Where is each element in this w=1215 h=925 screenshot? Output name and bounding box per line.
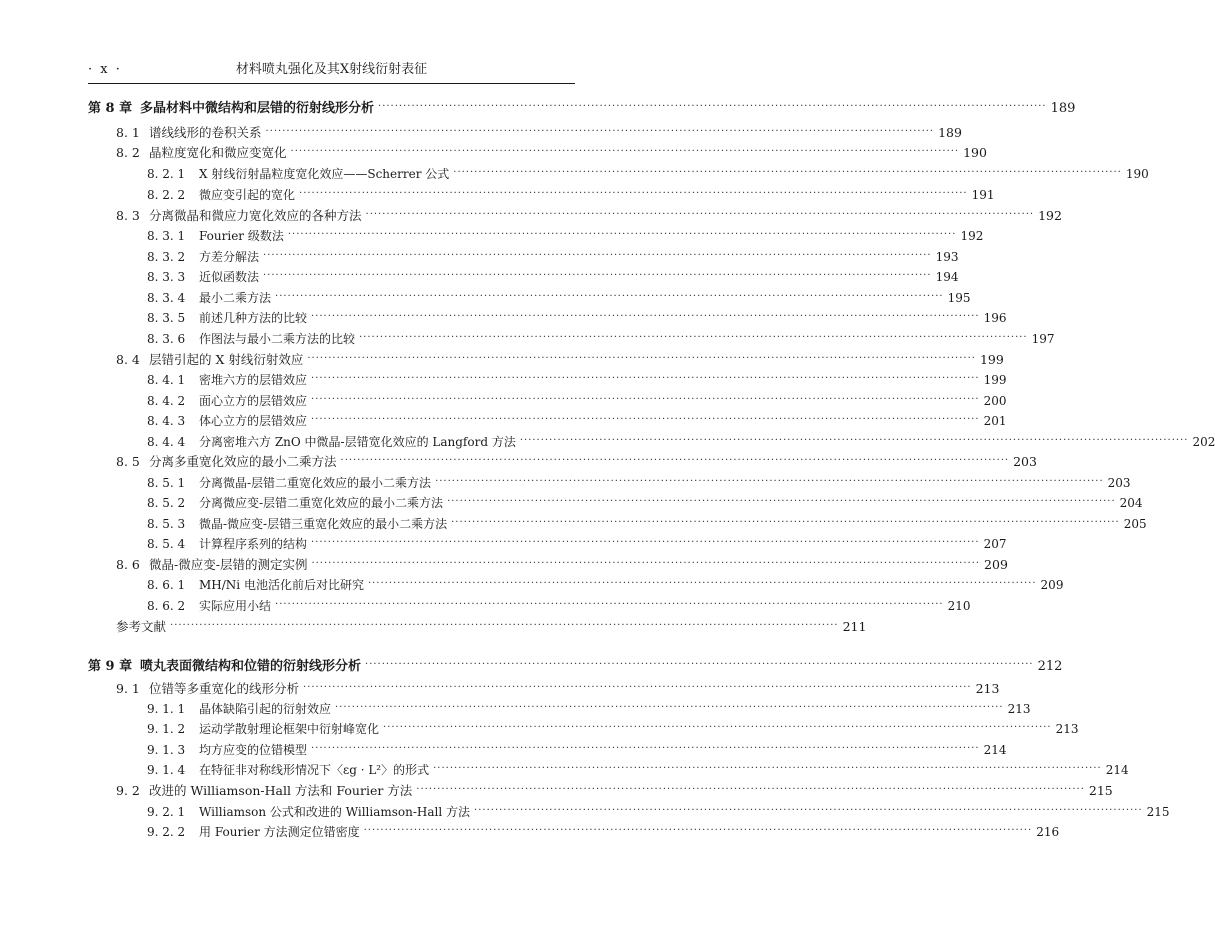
entry-title: 近似函数法 xyxy=(199,270,260,284)
entry-page: 203 xyxy=(1013,454,1037,469)
entry-number: 9. 2. 1 xyxy=(147,805,186,819)
entry-page: 197 xyxy=(1031,332,1055,346)
dot-leader: ································································································································································ xyxy=(275,291,944,302)
entry-title: 晶体缺陷引起的衍射效应 xyxy=(199,702,332,716)
entry-title: 晶粒度宽化和微应变宽化 xyxy=(149,145,287,160)
entry-number: 9. 1. 3 xyxy=(147,743,186,757)
dot-leader: ································································································································································ xyxy=(367,578,1037,589)
subsection-entry[interactable] xyxy=(147,432,1215,452)
entry-number: 第 9 章 xyxy=(88,659,133,674)
dot-leader: ································································································································································ xyxy=(474,805,1143,816)
entry-page: 194 xyxy=(935,270,959,284)
entry-page: 204 xyxy=(1119,496,1143,510)
dot-leader: ································································································································································ xyxy=(263,270,932,281)
dot-leader: ································································································································································ xyxy=(383,722,1052,733)
dot-leader: ································································································································································ xyxy=(287,229,957,240)
dot-leader: ································································································································································ xyxy=(365,209,1035,220)
entry-title: 微晶-微应变-层错三重宽化效应的最小二乘方法 xyxy=(199,517,448,531)
subsection-entry[interactable] xyxy=(147,185,995,205)
entry-page: 215 xyxy=(1146,805,1170,819)
entry-title: Fourier 级数法 xyxy=(199,229,284,243)
entry-page: 196 xyxy=(983,311,1007,325)
entry-title: 运动学散射理论框架中衍射峰宽化 xyxy=(199,722,380,736)
entry-title: 参考文献 xyxy=(116,619,167,634)
entry-page: 195 xyxy=(947,291,971,305)
entry-title: 前述几种方法的比较 xyxy=(199,311,308,325)
entry-title: 用 Fourier 方法测定位错密度 xyxy=(199,825,360,839)
entry-number: 8. 4. 3 xyxy=(147,414,186,428)
entry-title: 在特征非对称线形情况下〈εg · L²〉的形式 xyxy=(199,763,430,777)
subsection-entry[interactable] xyxy=(147,267,959,287)
entry-title: 体心立方的层错效应 xyxy=(199,414,308,428)
section-entry[interactable] xyxy=(116,452,1037,472)
entry-number: 8. 6. 1 xyxy=(147,578,186,592)
entry-number: 8. 4 xyxy=(116,352,140,367)
entry-title: 均方应变的位错模型 xyxy=(199,743,308,757)
entry-title: 分离密堆六方 ZnO 中微晶-层错宽化效应的 Langford 方法 xyxy=(199,435,516,449)
entry-page: 214 xyxy=(983,743,1007,757)
section-entry[interactable] xyxy=(116,679,1000,699)
entry-page: 203 xyxy=(1107,476,1131,490)
entry-number: 8. 6 xyxy=(116,557,140,572)
subsection-entry[interactable] xyxy=(147,760,1129,780)
entry-number: 8. 4. 2 xyxy=(147,394,186,408)
entry-page: 213 xyxy=(975,681,1000,696)
dot-leader: ································································································································································ xyxy=(378,101,1047,112)
entry-page: 207 xyxy=(983,537,1007,551)
section-entry[interactable] xyxy=(116,123,962,143)
entry-title: 层错引起的 X 射线衍射效应 xyxy=(149,352,304,367)
entry-title: 面心立方的层错效应 xyxy=(199,394,308,408)
entry-page: 192 xyxy=(1038,208,1062,223)
dot-leader: ································································································································································ xyxy=(303,682,972,693)
entry-page: 192 xyxy=(960,229,984,243)
entry-number: 9. 1. 4 xyxy=(147,763,186,777)
dot-leader: ································································································································································ xyxy=(363,825,1033,836)
subsection-entry[interactable] xyxy=(147,164,1149,184)
dot-leader: ································································································································································ xyxy=(311,394,980,405)
entry-title: X 射线衍射晶粒度宽化效应——Scherrer 公式 xyxy=(199,167,450,181)
subsection-entry[interactable] xyxy=(147,802,1170,822)
entry-page: 200 xyxy=(983,394,1007,408)
entry-page: 213 xyxy=(1007,702,1031,716)
entry-page: 205 xyxy=(1123,517,1147,531)
entry-number: 8. 3. 4 xyxy=(147,291,186,305)
dot-leader: ································································································································································ xyxy=(453,167,1122,178)
entry-page: 209 xyxy=(1040,578,1064,592)
entry-page: 216 xyxy=(1036,825,1060,839)
subsection-entry[interactable] xyxy=(147,493,1143,513)
references-entry[interactable] xyxy=(116,617,867,637)
dot-leader: ································································································································································ xyxy=(265,126,935,137)
subsection-entry[interactable] xyxy=(147,411,1007,431)
entry-page: 199 xyxy=(983,373,1007,387)
entry-title: MH/Ni 电池活化前后对比研究 xyxy=(199,578,364,592)
entry-number: 9. 2 xyxy=(116,783,140,798)
entry-page: 211 xyxy=(842,619,867,634)
entry-number: 8. 5 xyxy=(116,454,140,469)
entry-number: 8. 5. 3 xyxy=(147,517,186,531)
dot-leader: ································································································································································ xyxy=(311,373,980,384)
entry-number: 8. 2 xyxy=(116,145,140,160)
entry-title: 分离多重宽化效应的最小二乘方法 xyxy=(149,454,337,469)
header-rule xyxy=(88,83,575,84)
entry-page: 189 xyxy=(1050,101,1076,116)
entry-title: 微应变引起的宽化 xyxy=(199,188,296,202)
subsection-entry[interactable] xyxy=(147,329,1055,349)
entry-page: 209 xyxy=(984,557,1008,572)
entry-title: 微晶-微应变-层错的测定实例 xyxy=(149,557,308,572)
dot-leader: ································································································································································ xyxy=(263,250,932,261)
entry-number: 8. 2. 2 xyxy=(147,188,186,202)
entry-page: 213 xyxy=(1055,722,1079,736)
entry-title: 谱线线形的卷积关系 xyxy=(149,125,262,140)
entry-title: 分离微晶和微应力宽化效应的各种方法 xyxy=(149,208,362,223)
entry-title: Williamson 公式和改进的 Williamson-Hall 方法 xyxy=(199,805,471,819)
subsection-entry[interactable] xyxy=(147,226,984,246)
dot-leader: ································································································································································ xyxy=(519,435,1189,446)
entry-number: 8. 3 xyxy=(116,208,140,223)
entry-page: 212 xyxy=(1037,659,1063,674)
dot-leader: ································································································································································ xyxy=(416,784,1085,795)
dot-leader: ································································································································································ xyxy=(311,311,980,322)
entry-number: 9. 1 xyxy=(116,681,140,696)
dot-leader: ································································································································································ xyxy=(433,763,1102,774)
entry-number: 8. 4. 1 xyxy=(147,373,186,387)
subsection-entry[interactable] xyxy=(147,534,1007,554)
subsection-entry[interactable] xyxy=(147,514,1147,534)
running-header xyxy=(88,58,575,82)
dot-leader: ································································································································································ xyxy=(447,496,1116,507)
entry-number: 第 8 章 xyxy=(88,101,133,116)
page-number: · x · xyxy=(88,62,122,77)
entry-title: 改进的 Williamson-Hall 方法和 Fourier 方法 xyxy=(149,783,413,798)
entry-page: 202 xyxy=(1192,435,1215,449)
dot-leader: ································································································································································ xyxy=(299,188,968,199)
subsection-entry[interactable] xyxy=(147,308,1007,328)
entry-title: 分离微晶-层错二重宽化效应的最小二乘方法 xyxy=(199,476,432,490)
entry-number: 8. 5. 2 xyxy=(147,496,186,510)
dot-leader: ································································································································································ xyxy=(311,558,981,569)
entry-number: 8. 5. 1 xyxy=(147,476,186,490)
dot-leader: ································································································································································ xyxy=(435,476,1104,487)
subsection-entry[interactable] xyxy=(147,370,1007,390)
book-title: 材料喷丸强化及其X射线衍射表征 xyxy=(235,62,428,77)
subsection-entry[interactable] xyxy=(147,719,1079,739)
subsection-entry[interactable] xyxy=(147,288,971,308)
dot-leader: ································································································································································ xyxy=(451,517,1120,528)
subsection-entry[interactable] xyxy=(147,473,1131,493)
entry-number: 8. 4. 4 xyxy=(147,435,186,449)
dot-leader: ································································································································································ xyxy=(311,743,980,754)
dot-leader: ································································································································································ xyxy=(311,414,980,425)
entry-number: 8. 3. 1 xyxy=(147,229,186,243)
entry-page: 201 xyxy=(983,414,1007,428)
chapter-heading[interactable] xyxy=(88,657,1063,677)
dot-leader: ································································································································································ xyxy=(307,353,976,364)
entry-number: 8. 1 xyxy=(116,125,140,140)
entry-number: 8. 5. 4 xyxy=(147,537,186,551)
entry-title: 实际应用小结 xyxy=(199,599,272,613)
entry-number: 8. 2. 1 xyxy=(147,167,186,181)
entry-number: 8. 3. 2 xyxy=(147,250,186,264)
entry-page: 215 xyxy=(1088,783,1113,798)
entry-page: 199 xyxy=(979,352,1004,367)
entry-number: 9. 1. 1 xyxy=(147,702,186,716)
chapter-heading[interactable] xyxy=(88,99,1076,119)
dot-leader: ································································································································································ xyxy=(311,537,980,548)
subsection-entry[interactable] xyxy=(147,822,1060,842)
subsection-entry[interactable] xyxy=(147,247,959,267)
subsection-entry[interactable] xyxy=(147,575,1064,595)
subsection-entry[interactable] xyxy=(147,596,971,616)
entry-page: 190 xyxy=(1125,167,1149,181)
entry-page: 191 xyxy=(971,188,995,202)
subsection-entry[interactable] xyxy=(147,740,1007,760)
entry-number: 8. 3. 5 xyxy=(147,311,186,325)
entry-number: 8. 6. 2 xyxy=(147,599,186,613)
dot-leader: ································································································································································ xyxy=(365,659,1034,670)
entry-title: 位错等多重宽化的线形分析 xyxy=(149,681,300,696)
entry-page: 193 xyxy=(935,250,959,264)
entry-page: 189 xyxy=(938,125,962,140)
dot-leader: ································································································································································ xyxy=(275,599,944,610)
entry-title: 分离微应变-层错二重宽化效应的最小二乘方法 xyxy=(199,496,444,510)
section-entry[interactable] xyxy=(116,206,1062,226)
section-entry[interactable] xyxy=(116,781,1113,801)
entry-page: 190 xyxy=(963,145,987,160)
dot-leader: ································································································································································ xyxy=(335,702,1004,713)
dot-leader: ································································································································································ xyxy=(340,455,1010,466)
section-entry[interactable] xyxy=(116,350,1004,370)
entry-number: 8. 3. 6 xyxy=(147,332,186,346)
section-entry[interactable] xyxy=(116,555,1008,575)
dot-leader: ································································································································································ xyxy=(170,620,839,631)
entry-number: 8. 3. 3 xyxy=(147,270,186,284)
entry-number: 9. 2. 2 xyxy=(147,825,186,839)
dot-leader: ································································································································································ xyxy=(359,332,1028,343)
entry-page: 210 xyxy=(947,599,971,613)
entry-title: 作图法与最小二乘方法的比较 xyxy=(199,332,356,346)
entry-title: 方差分解法 xyxy=(199,250,260,264)
subsection-entry[interactable] xyxy=(147,699,1031,719)
entry-title: 计算程序系列的结构 xyxy=(199,537,308,551)
dot-leader: ································································································································································ xyxy=(290,146,960,157)
entry-title: 多晶材料中微结构和层错的衍射线形分析 xyxy=(140,101,375,116)
subsection-entry[interactable] xyxy=(147,391,1007,411)
section-entry[interactable] xyxy=(116,143,987,163)
entry-title: 喷丸表面微结构和位错的衍射线形分析 xyxy=(140,659,362,674)
entry-number: 9. 1. 2 xyxy=(147,722,186,736)
entry-page: 214 xyxy=(1105,763,1129,777)
entry-title: 密堆六方的层错效应 xyxy=(199,373,308,387)
entry-title: 最小二乘方法 xyxy=(199,291,272,305)
